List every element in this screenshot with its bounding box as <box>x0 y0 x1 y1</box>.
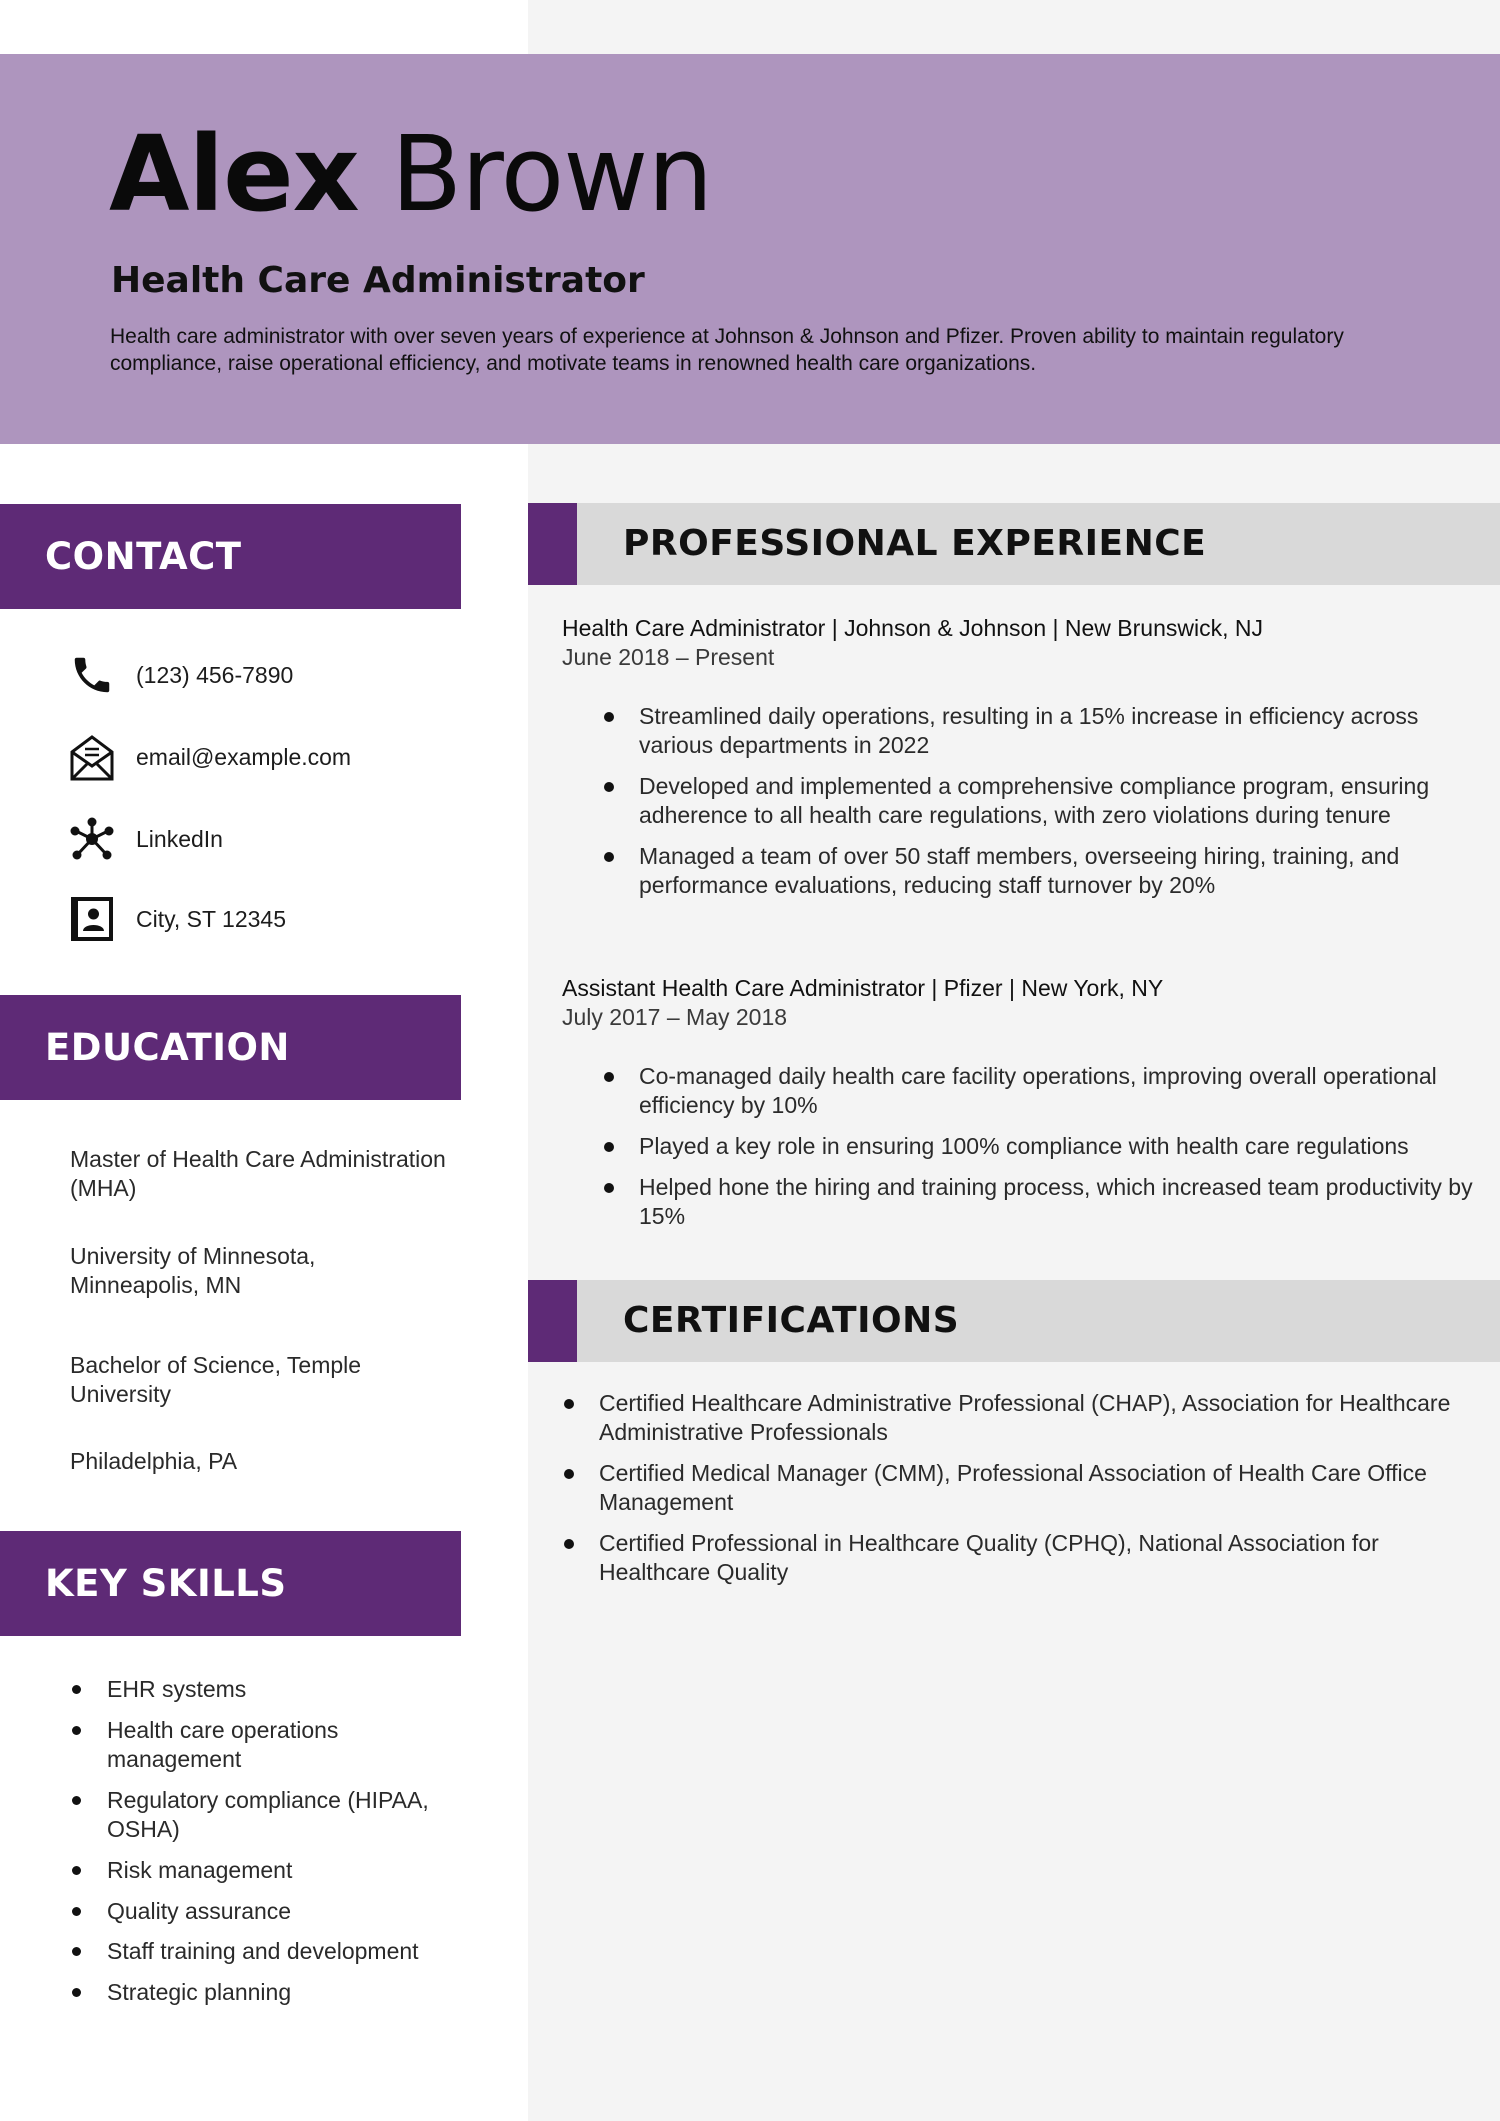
job-title: Health Care Administrator <box>111 260 645 301</box>
job-bullet: Co-managed daily health care facility operations, improving overall operational efficiency by 10% <box>600 1062 1480 1120</box>
job-bullet: Managed a team of over 50 staff members, overseeing hiring, training, and performance evaluations, reducing staff turnover by 20% <box>600 842 1480 900</box>
phone-icon <box>68 651 116 699</box>
job-1-role: Health Care Administrator | Johnson & Johnson | New Brunswick, NJ <box>562 615 1263 641</box>
skills-list <box>70 1675 450 2007</box>
contact-address <box>68 894 286 944</box>
contact-email <box>68 732 351 782</box>
contact-phone <box>68 650 293 700</box>
education-heading: EDUCATION <box>0 995 461 1100</box>
job-2-role: Assistant Health Care Administrator | Pfizer | New York, NY <box>562 975 1164 1001</box>
job-2-dates: July 2017 – May 2018 <box>562 1004 788 1030</box>
address-text: City, ST 12345 <box>136 905 287 932</box>
certification-item: Certified Healthcare Administrative Professional (CHAP), Association for Healthcare Administrative Professionals <box>560 1389 1480 1447</box>
certifications-list <box>560 1389 1480 1599</box>
job-bullet: Streamlined daily operations, resulting in a 15% increase in efficiency across various departments in 2022 <box>600 702 1480 760</box>
contact-linkedin <box>68 814 223 864</box>
job-bullet: Played a key role in ensuring 100% compliance with health care regulations <box>600 1132 1480 1161</box>
skill-item: EHR systems <box>70 1675 450 1704</box>
first-name: Alex <box>109 113 359 235</box>
candidate-name <box>109 113 713 235</box>
envelope-icon <box>68 733 116 781</box>
job-1-dates: June 2018 – Present <box>562 644 775 670</box>
email-text: email@example.com <box>136 743 352 770</box>
skill-item: Regulatory compliance (HIPAA, OSHA) <box>70 1786 450 1844</box>
contact-card-icon <box>68 895 116 943</box>
skill-item: Staff training and development <box>70 1937 450 1966</box>
linkedin-text: LinkedIn <box>136 825 223 852</box>
job-1-bullets <box>600 702 1480 912</box>
skill-item: Health care operations management <box>70 1716 450 1774</box>
education-degree-masters: Master of Health Care Administration (MHA) <box>70 1146 446 1201</box>
job-bullet: Developed and implemented a comprehensive compliance program, ensuring adherence to all health care regulations, with zero violations during tenure <box>600 772 1480 830</box>
certifications-heading: CERTIFICATIONS <box>623 1300 960 1341</box>
education-degree-bachelors: Bachelor of Science, Temple University <box>70 1352 362 1407</box>
education-school-minnesota: University of Minnesota, Minneapolis, MN <box>70 1243 316 1298</box>
profile-summary: Health care administrator with over seven years of experience at Johnson & Johnson and Pfizer. Proven ability to maintain regulatory compliance, raise operational efficiency, and motivate teams in renowned health care organizations. <box>110 325 1344 375</box>
job-2-bullets <box>600 1062 1480 1243</box>
skill-item: Risk management <box>70 1856 450 1885</box>
job-bullet: Helped hone the hiring and training process, which increased team productivity by 15% <box>600 1173 1480 1231</box>
contact-heading: CONTACT <box>0 504 461 609</box>
education-location-philadelphia: Philadelphia, PA <box>70 1448 238 1474</box>
heading-accent <box>528 1280 577 1362</box>
certification-item: Certified Medical Manager (CMM), Professional Association of Health Care Office Management <box>560 1459 1480 1517</box>
experience-heading: PROFESSIONAL EXPERIENCE <box>623 523 1207 564</box>
skill-item: Strategic planning <box>70 1978 450 2007</box>
skills-heading: KEY SKILLS <box>0 1531 461 1636</box>
network-icon <box>68 815 116 863</box>
certification-item: Certified Professional in Healthcare Quality (CPHQ), National Association for Healthcare Quality <box>560 1529 1480 1587</box>
last-name: Brown <box>390 113 713 235</box>
experience-heading-bar <box>528 503 1500 585</box>
skill-item: Quality assurance <box>70 1897 450 1926</box>
phone-text: (123) 456-7890 <box>136 661 294 688</box>
heading-accent <box>528 503 577 585</box>
certifications-heading-bar <box>528 1280 1500 1362</box>
